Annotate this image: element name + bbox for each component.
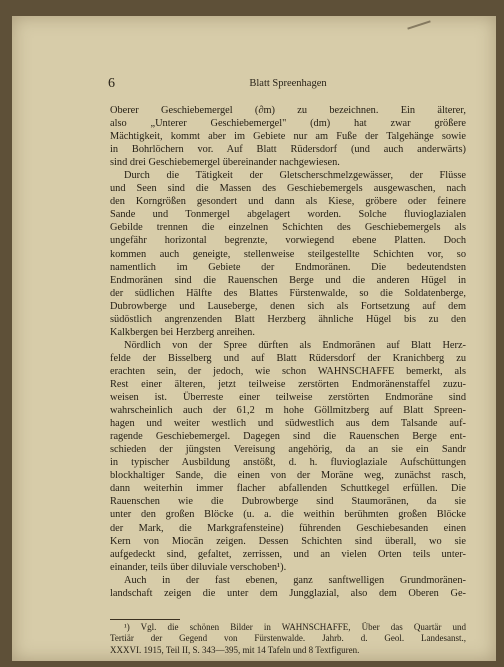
text-line: kommen auch geneigte, stellenweise steilgestellte Schichten vor, so (110, 248, 466, 260)
text-line: sind drei Geschiebemergel übereinander nachgewiesen. (110, 157, 340, 169)
text-line: unter den großen Blöcke (u. a. die weithin berühmten großen Blöcke (110, 509, 466, 521)
text-line: ragende Geschiebemergel. Dagegen sind die Rauenschen Berge ent- (110, 431, 466, 443)
body-text (110, 104, 466, 600)
text-line: Rauenschen wie die Dubrowberge sind Staumoränen, da sie (110, 496, 466, 508)
text-line: südöstlich angrenzenden Blatt Herzberg ähnliche Hügel bis zu den (110, 313, 466, 325)
text-line: also „Unterer Geschiebemergel" (dm) hat zwar größere (110, 118, 466, 130)
text-line: hagen und weiter westlich und südwestlich aus dem Talsande auf- (110, 418, 466, 430)
text-line: Endmoränen sind die Rauenschen Berge und die anderen Hügel in (110, 274, 466, 286)
text-line: Sande und Tonmergel abgelagert worden. Solche fluvioglazialen (110, 209, 466, 221)
text-line: erachten sein, der jedoch, wie schon WAHNSCHAFFE bemerkt, als (110, 365, 466, 377)
text-line: Gebilde trennen die einzelnen Schichten des Geschiebemergels als (110, 222, 466, 234)
text-line: blockhaltiger Sande, die einen von der Moräne weg, zunächst rasch, (110, 470, 466, 482)
text-line: und Seen sind die Massen des Geschiebemergels ausgewaschen, nach (110, 183, 466, 195)
running-head: Blatt Spreenhagen (249, 78, 327, 89)
footnote-rule (110, 619, 180, 620)
text-line: Mächtigkeit, kommt aber im Gebiete nur am Fuße der Talgehänge sowie (110, 131, 466, 143)
footnotes (110, 622, 466, 656)
text-line: Kalkbergen bei Herzberg anreihen. (110, 326, 255, 338)
text-line: Rest einer älteren, jetzt teilweise zerstörten Endmoränenstaffel zuzu- (110, 378, 466, 390)
footnote-line: ¹) Vgl. die schönen Bilder in WAHNSCHAFFE, Über das Quartär und (124, 622, 466, 632)
footnote-line: XXXVI. 1915, Teil II, S. 343—395, mit 14 Tafeln und 8 Textfiguren. (110, 644, 360, 655)
page-header (108, 76, 468, 92)
text-line: dann weiterhin immer flacher abfallenden Schuttkegel erfüllen. Die (110, 483, 466, 495)
text-line: einander, teils über diluviale verschoben¹). (110, 561, 287, 573)
text-line: der Mark, die Markgrafensteine) führenden Geschiebesanden einen (110, 522, 466, 534)
text-line: der südlichen Hälfte des Blattes Fürstenwalde, so die Soldatenberge, (110, 287, 466, 299)
text-line: schieden der jüngsten Vereisung angehörig, da an sie ein Sandr (110, 444, 466, 456)
text-line: wahrscheinlich auch der 61,2 m hohe Göllmitzberg auf Blatt Spreen- (110, 405, 466, 417)
text-line: Oberer Geschiebemergel (∂m) zu bezeichnen. Ein älterer, (110, 105, 466, 116)
text-line: Durch die Tätigkeit der Gletscherschmelzgewässer, der Flüsse (124, 170, 466, 182)
text-line: landschaft zeigen die unter dem Jungglazial, also dem Oberen Ge- (110, 587, 466, 599)
text-line: in Bohrlöchern vor. Auf Blatt Rüdersdorf (und auch anderwärts) (110, 144, 466, 156)
footnote-line: Tertiär der Gegend von Fürstenwalde. Jahrb. d. Geol. Landesanst., (110, 633, 466, 644)
text-line: weisen ist. Überreste einer teilweise zerstörten Endmoräne sind (110, 392, 466, 404)
text-line: Dubrowberge und Lauseberge, denen sich als Fortsetzung auf dem (110, 300, 466, 312)
text-line: Kern von Miocän zeigen. Dessen Schichten sind überall, wo sie (110, 535, 466, 547)
page-number: 6 (108, 76, 115, 91)
page-mark (407, 20, 430, 29)
text-line: ungefähr horizontal begrenzte, vorwiegend ebene Platten. Doch (110, 235, 466, 247)
text-line: in typischer Ausbildung anstößt, d. h. fluvioglaziale Aufschüttungen (110, 457, 466, 469)
text-line: den Korngrößen gesondert und dann als Kiese, gröbere oder feinere (110, 196, 466, 208)
text-line: namentlich im Gebiete der Endmoränen. Die bedeutendsten (110, 261, 466, 273)
text-line: Nördlich von der Spree dürften als Endmoränen auf Blatt Herz- (124, 339, 466, 351)
text-line: aufgedeckt sind, gefaltet, zerrissen, und an vielen Orten teils unter- (110, 548, 466, 560)
text-line: Auch in der fast ebenen, ganz sanftwelligen Grundmoränen- (124, 574, 466, 586)
text-line: felde der Bisselberg und auf Blatt Rüdersdorf der Kranichberg zu (110, 352, 466, 364)
